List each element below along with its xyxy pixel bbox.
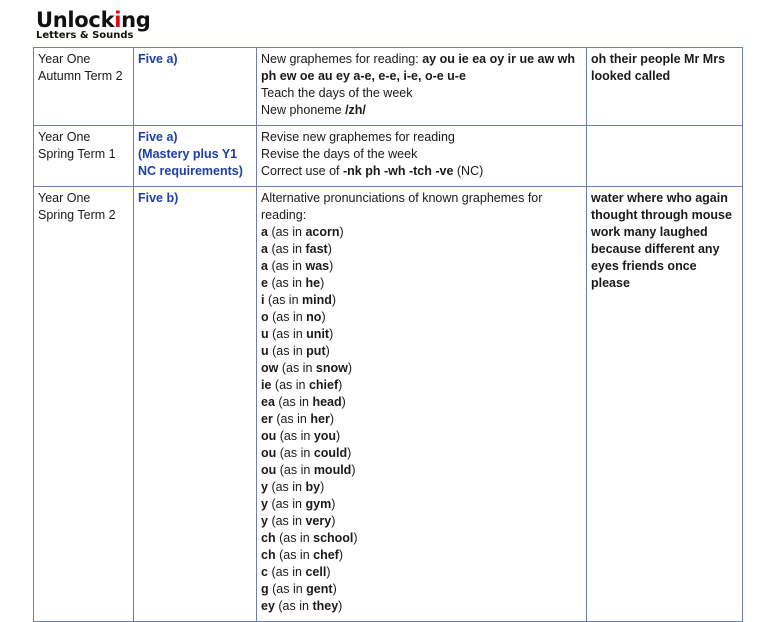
phase-label: Five a) — [138, 52, 178, 66]
term-year: Year One — [38, 191, 91, 205]
example-word: mould — [313, 463, 352, 477]
as-in-text: (as in — [272, 310, 307, 324]
term-year: Year One — [38, 130, 91, 144]
unlocking-letters-sounds-logo — [36, 9, 151, 41]
as-in-text: (as in — [271, 497, 306, 511]
close-paren: ) — [329, 327, 334, 341]
close-paren: ) — [351, 463, 356, 477]
as-in-text: (as in — [271, 565, 306, 579]
list-item — [261, 428, 582, 445]
list-item — [261, 394, 582, 411]
phase-label: Five b) — [138, 191, 179, 205]
as-in-text: (as in — [281, 361, 316, 375]
example-word: you — [313, 429, 337, 443]
phase-label: Five a) — [138, 130, 178, 144]
grapheme: y — [261, 480, 268, 494]
example-word: put — [306, 344, 326, 358]
grapheme: ch — [261, 531, 276, 545]
list-item — [261, 309, 582, 326]
list-item — [261, 479, 582, 496]
grapheme: e — [261, 276, 268, 290]
phase-cell — [134, 126, 257, 187]
as-in-text: (as in — [279, 463, 314, 477]
tricky-words: water where who again thought through mouse work many laughed because different any eyes friends once please — [591, 191, 732, 290]
close-paren: ) — [353, 531, 358, 545]
list-item — [261, 411, 582, 428]
logo-text-part: Unlock — [36, 8, 115, 32]
tricky-words-cell — [587, 187, 743, 622]
as-in-text: (as in — [272, 582, 307, 596]
example-word: snow — [315, 361, 348, 375]
logo-subtitle: Letters & Sounds — [36, 30, 134, 41]
grapheme: er — [261, 412, 273, 426]
grapheme: i — [261, 293, 265, 307]
tricky-words-cell — [587, 48, 743, 126]
as-in-text: (as in — [272, 344, 307, 358]
example-word: very — [305, 514, 332, 528]
grapheme: a — [261, 225, 268, 239]
phase-cell — [134, 187, 257, 622]
term-name: Autumn Term 2 — [38, 69, 123, 83]
as-in-text: (as in — [271, 480, 306, 494]
phase-label: (Mastery plus Y1 — [138, 147, 238, 161]
phase-label: NC requirements) — [138, 164, 243, 178]
list-item — [261, 462, 582, 479]
grapheme: ou — [261, 463, 277, 477]
example-word: gym — [305, 497, 332, 511]
example-word: mind — [302, 293, 332, 307]
list-item — [261, 224, 582, 241]
content-line — [261, 68, 582, 85]
as-in-text: (as in — [272, 327, 307, 341]
example-word: gent — [306, 582, 333, 596]
phonics-plan-table — [33, 47, 743, 622]
example-word: was — [305, 259, 330, 273]
content-cell — [257, 48, 587, 126]
close-paren: ) — [327, 242, 332, 256]
term-cell — [34, 126, 134, 187]
close-paren: ) — [336, 429, 341, 443]
example-word: fast — [305, 242, 328, 256]
list-item — [261, 598, 582, 615]
close-paren: ) — [320, 276, 325, 290]
phoneme: /zh/ — [345, 103, 366, 117]
table-row — [34, 48, 743, 126]
content-line: Revise the days of the week — [261, 147, 418, 161]
content-text: Correct use of — [261, 164, 343, 178]
list-item — [261, 530, 582, 547]
grapheme: ea — [261, 395, 275, 409]
list-item — [261, 513, 582, 530]
content-text: New graphemes for reading: — [261, 52, 423, 66]
close-paren: ) — [347, 361, 353, 375]
grapheme: a — [261, 242, 268, 256]
content-line: Teach the days of the week — [261, 86, 413, 100]
grapheme-list: ay ou ie ea oy ir ue aw wh — [422, 52, 576, 66]
as-in-text: (as in — [274, 378, 309, 392]
grapheme: ou — [261, 446, 277, 460]
keyhole-letter: i — [114, 8, 122, 32]
example-word: acorn — [305, 225, 340, 239]
grapheme-list: -nk ph -wh -tch -ve — [342, 164, 454, 178]
logo-text-part: ng — [121, 8, 151, 32]
content-line: reading: — [261, 208, 307, 222]
as-in-text: (as in — [278, 395, 313, 409]
close-paren: ) — [332, 582, 337, 596]
example-word: he — [305, 276, 321, 290]
close-paren: ) — [331, 293, 337, 307]
example-word: they — [312, 599, 339, 613]
list-item — [261, 241, 582, 258]
grapheme: y — [261, 497, 268, 511]
example-word: by — [305, 480, 321, 494]
content-line: Alternative pronunciations of known graphemes for — [261, 191, 543, 205]
as-in-text: (as in — [279, 531, 314, 545]
grapheme: ie — [261, 378, 272, 392]
grapheme: g — [261, 582, 269, 596]
example-word: school — [313, 531, 354, 545]
list-item — [261, 360, 582, 377]
close-paren: ) — [339, 225, 344, 239]
as-in-text: (as in — [279, 548, 314, 562]
close-paren: ) — [320, 480, 325, 494]
content-line — [261, 51, 582, 68]
grapheme: u — [261, 327, 269, 341]
as-in-text: (as in — [278, 599, 313, 613]
list-item — [261, 258, 582, 275]
close-paren: ) — [329, 412, 334, 426]
close-paren: ) — [338, 548, 343, 562]
example-word: chef — [313, 548, 339, 562]
grapheme: ch — [261, 548, 276, 562]
close-paren: ) — [326, 565, 331, 579]
as-in-text: (as in — [271, 276, 306, 290]
example-word: no — [306, 310, 322, 324]
list-item — [261, 564, 582, 581]
example-word: could — [313, 446, 348, 460]
close-paren: ) — [338, 378, 343, 392]
as-in-text: (as in — [271, 242, 306, 256]
grapheme: c — [261, 565, 268, 579]
grapheme-list: ph ew oe au ey a-e, e-e, i-e, o-e u-e — [261, 69, 466, 83]
as-in-text: (as in — [267, 293, 303, 307]
example-word: unit — [306, 327, 330, 341]
content-line: Revise new graphemes for reading — [261, 130, 455, 144]
term-name: Spring Term 2 — [38, 208, 116, 222]
content-text: (NC) — [453, 164, 484, 178]
close-paren: ) — [331, 514, 336, 528]
list-item — [261, 343, 582, 360]
term-cell — [34, 48, 134, 126]
logo-wordmark — [36, 9, 151, 31]
close-paren: ) — [329, 259, 334, 273]
as-in-text: (as in — [276, 412, 311, 426]
list-item — [261, 292, 582, 309]
example-word: head — [312, 395, 342, 409]
grapheme: ow — [261, 361, 279, 375]
example-word: chief — [308, 378, 339, 392]
tricky-words-cell — [587, 126, 743, 187]
close-paren: ) — [338, 599, 343, 613]
close-paren: ) — [321, 310, 326, 324]
close-paren: ) — [341, 395, 346, 409]
grapheme: y — [261, 514, 268, 528]
term-name: Spring Term 1 — [38, 147, 116, 161]
tricky-words: oh their people Mr Mrs looked called — [591, 52, 726, 83]
content-text: New phoneme — [261, 103, 346, 117]
as-in-text: (as in — [271, 225, 306, 239]
list-item — [261, 377, 582, 394]
phase-cell — [134, 48, 257, 126]
example-word: cell — [305, 565, 327, 579]
grapheme: ou — [261, 429, 277, 443]
content-line — [261, 163, 582, 180]
example-word: her — [310, 412, 330, 426]
close-paren: ) — [325, 344, 330, 358]
as-in-text: (as in — [271, 514, 306, 528]
as-in-text: (as in — [279, 429, 314, 443]
as-in-text: (as in — [271, 259, 306, 273]
table-row — [34, 126, 743, 187]
list-item — [261, 445, 582, 462]
list-item — [261, 275, 582, 292]
list-item — [261, 581, 582, 598]
content-line — [261, 102, 582, 119]
content-cell — [257, 126, 587, 187]
grapheme: u — [261, 344, 269, 358]
grapheme: a — [261, 259, 268, 273]
as-in-text: (as in — [279, 446, 314, 460]
close-paren: ) — [331, 497, 336, 511]
close-paren: ) — [347, 446, 352, 460]
table-row — [34, 187, 743, 622]
grapheme: ey — [261, 599, 275, 613]
content-cell — [257, 187, 587, 622]
list-item — [261, 496, 582, 513]
list-item — [261, 326, 582, 343]
grapheme: o — [261, 310, 269, 324]
term-cell — [34, 187, 134, 622]
term-year: Year One — [38, 52, 91, 66]
list-item — [261, 547, 582, 564]
alternative-pronunciations-list — [261, 224, 582, 615]
